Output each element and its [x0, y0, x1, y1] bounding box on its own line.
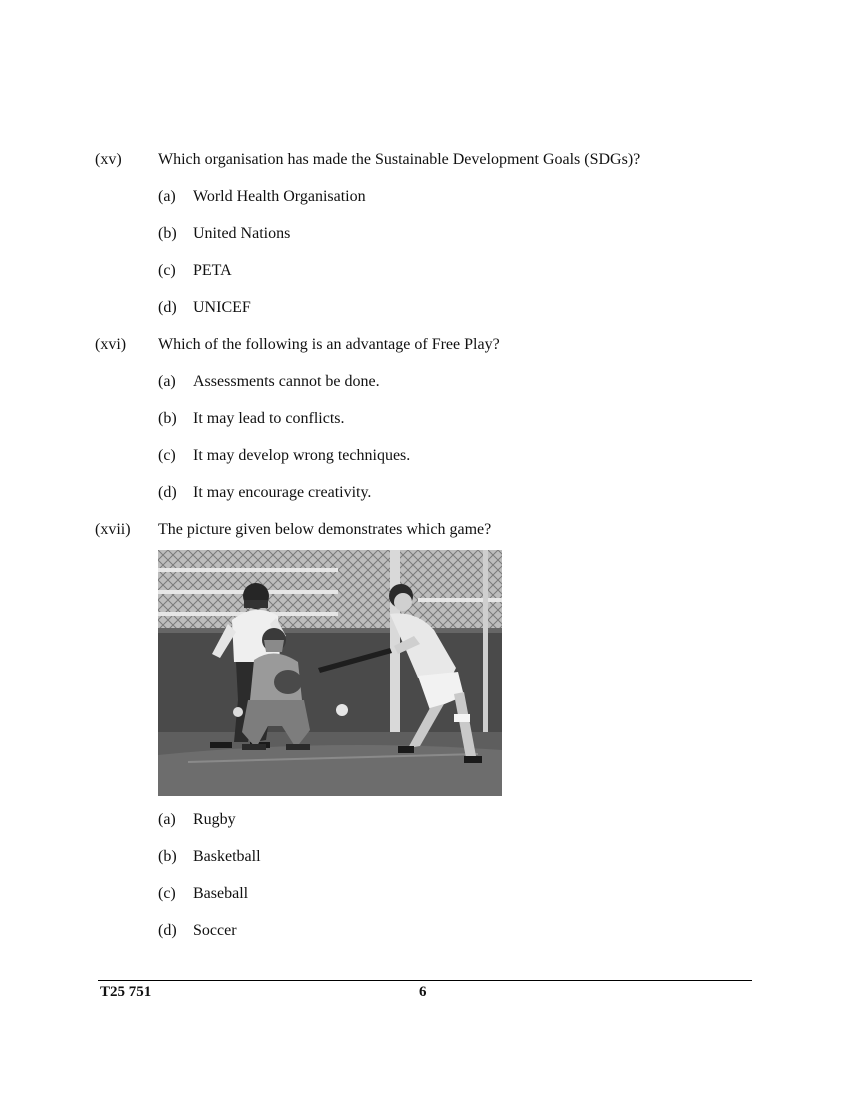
question-text: Which organisation has made the Sustainable Development Goals (SDGs)?	[158, 151, 641, 168]
option-letter: (a)	[158, 188, 176, 205]
option-text: Soccer	[193, 922, 237, 939]
option-text: It may encourage creativity.	[193, 484, 372, 501]
option-letter: (d)	[158, 299, 177, 316]
option-letter: (b)	[158, 848, 177, 865]
question-number: (xv)	[95, 151, 122, 168]
option-text: Baseball	[193, 885, 249, 902]
question-text: Which of the following is an advantage of Free Play?	[158, 336, 500, 353]
option-letter: (c)	[158, 447, 176, 464]
page-number: 6	[419, 984, 427, 1000]
option-letter: (b)	[158, 225, 177, 242]
option-text: Rugby	[193, 811, 236, 828]
option-text: United Nations	[193, 225, 291, 242]
paper-code: T25 751	[100, 984, 152, 1000]
option-letter: (c)	[158, 262, 176, 279]
option-text: PETA	[193, 262, 232, 279]
question-number: (xvii)	[95, 521, 131, 538]
option-letter: (d)	[158, 922, 177, 939]
footer-divider	[98, 980, 752, 981]
question-text: The picture given below demonstrates which game?	[158, 521, 492, 538]
option-letter: (c)	[158, 885, 176, 902]
option-text: Basketball	[193, 848, 261, 865]
question-number: (xvi)	[95, 336, 127, 353]
option-text: Assessments cannot be done.	[193, 373, 380, 390]
option-letter: (a)	[158, 373, 176, 390]
option-text: World Health Organisation	[193, 188, 366, 205]
option-letter: (a)	[158, 811, 176, 828]
baseball-photo	[158, 550, 502, 796]
option-letter: (b)	[158, 410, 177, 427]
option-text: UNICEF	[193, 299, 251, 316]
option-text: It may lead to conflicts.	[193, 410, 345, 427]
option-text: It may develop wrong techniques.	[193, 447, 411, 464]
option-letter: (d)	[158, 484, 177, 501]
